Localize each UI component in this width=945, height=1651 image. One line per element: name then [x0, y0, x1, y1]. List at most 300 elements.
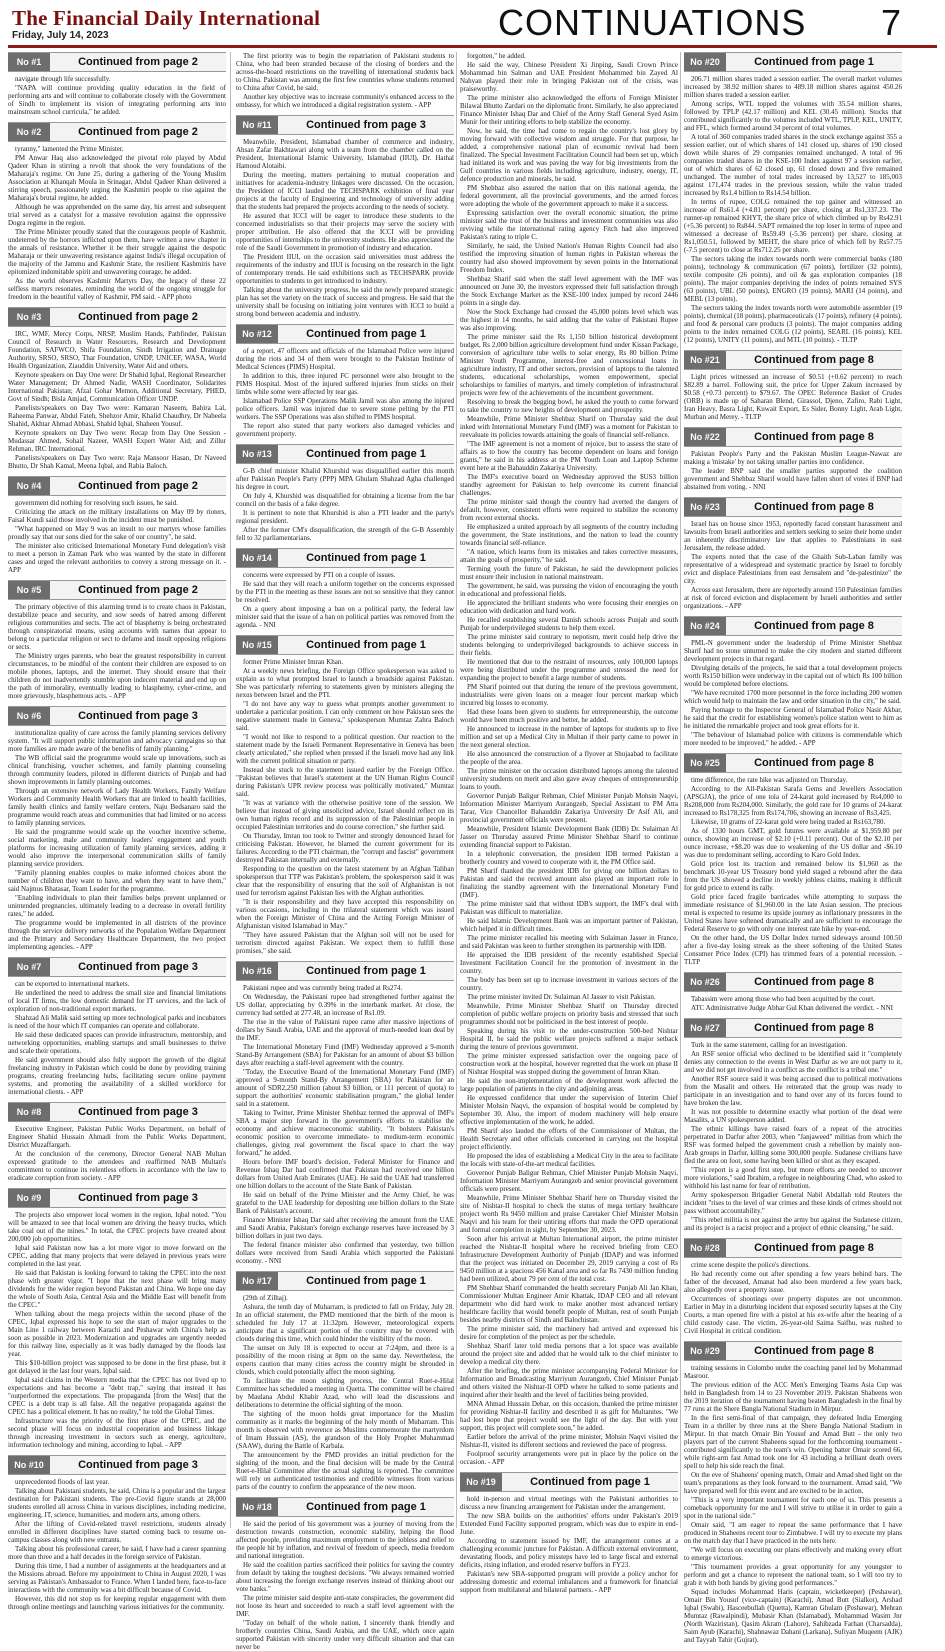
story-paragraph: He proposed the idea of establishing a Medical City in the area to facilitate the locals with state-of-the-art medical facilities. [460, 1152, 678, 1168]
story-paragraph: During this time, I had a number of assignments at the headquarters and at the Missions abroad. Before my appointment to China in August 2020, I was serving as Pakistan's Ambassador to France. When I landed here, face-to-face interactions with the community was a bit difficult because of Covid. [8, 1562, 226, 1594]
story-paragraph: "Family planning enables couples to make informed choices about the number of children they want to have, and when they want to have them," said Najmus Bhatasar, Team Leader for the programme. [8, 869, 226, 893]
story-header [236, 548, 454, 568]
story-body [460, 1495, 678, 1594]
story-paragraph: training sessions in Colombo under the coaching panel led by Mohammad Masroor. [684, 1364, 902, 1380]
story-paragraph: He had recently come out after spending a few years behind bars. The father of the deceased, Amanat had also been murdered a few years back, also allegedly over a property issue. [684, 1270, 902, 1294]
story-paragraph: This $10-billion project was supposed to be done in the first phase, but it got delayed in the last four years, Iqbal said. [8, 1359, 226, 1375]
story-number-badge: No #1 [8, 53, 50, 71]
story-header [8, 957, 226, 977]
masthead-divider [8, 45, 937, 48]
page-number: 7 [881, 2, 902, 43]
story-paragraph: Finance Minister Ishaq Dar said after receiving the amount from the UAE and Saudi Arabia, Pakistan's foreign exchange reserves have increased by 3 billion dollars in just two days. [236, 1216, 454, 1240]
story-paragraph: "What happened on May 9 was an insult to our martyrs whose families proudly say that our sons died for the sake of our country", he said. [8, 525, 226, 541]
story-body [8, 499, 226, 574]
story-number-badge: No #18 [236, 1498, 278, 1516]
story-paragraph: The prime minister said though the country had averted the dangers of default, however, consistent efforts were required to stabilize the economy from recent external shocks. [460, 498, 678, 522]
story-paragraph: Tabassim were among those who had been acquitted by the court. [691, 995, 875, 1003]
story-body [684, 639, 902, 747]
continuation-story [684, 52, 902, 344]
story-paragraph: Although he was apprehended on the same day, his arrest and subsequent trial served as a catalyst for a massive revolution against the oppressive Dogra regime in the region. [8, 203, 226, 227]
story-paragraph: "The IMF agreement is not a moment of rejoice, but to assess the state of affairs as to how the country has become dependent on loans and foreign grants," he said in his address at the PM Youth Loan and Laptop Scheme event here at the Bahauddin Zakariya University. [460, 440, 678, 472]
continuation-story [8, 307, 226, 470]
continued-from-label: Continued from page 1 [530, 1476, 650, 1488]
story-paragraph: Talking about his professional career, he said, I have had a career spanning more than three and a half decades in the foreign service of Pakistan. [8, 1545, 226, 1561]
story-body [8, 980, 226, 1096]
story-paragraph: He said that they will reach a uniform together on the concerns expressed by the PTI in the meeting as these issues are not so sensitive that they cannot be resolved. [236, 580, 454, 604]
story-number-badge: No #11 [236, 116, 278, 134]
continuation-story [460, 52, 678, 1466]
story-paragraph: Panelists/speakers on Day Two were: Kamaran Naseem, Bahira Lal, Raheema Panwar, Abdul Fateh, Shehzor Amir, Khalid Chaudhry, Dr Nabeela Shahid, Akhtar Ahmad Abbasi, Shahid Iqbal, Shaheen Yousuf. [8, 404, 226, 428]
continued-from-label: Continued from page 1 [306, 965, 426, 977]
story-number-badge: No #21 [684, 351, 726, 369]
story-paragraph: Squad includes Mohammad Haris (captain, wicketkeeper) (Peshawar), Omair Bin Yousuf (vice-captain) (Karachi), Amad Butt (Sialkot), Arshad Iqbal (Swabi), Hasceebullah (Quetta), Kamran Ghulam (Peshawar), Mehran Mumtaz (Rawalpindi), Mubasir Khan (Islamabad), Mohammad Wasim Jnr (North Waziristan), Qasim Akram (Lahore), Sahibzada Farhan (Charsadda), Saim Ayub (Karachi), Shahnawaz Dahani (Larkana), Sufiyan Muqeem (AJK) and Tayyab Tahir (Gujrat). [684, 1588, 902, 1644]
story-body [684, 1261, 902, 1335]
story-paragraph: The sectors taking the index towards north were automobile assembler (19 points), chemical (18 points), pharmaceuticals (17 points), refinery (4 points), and food & personal care products (3 points). The major companies adding points to the index remained COLG (12 points), SEARL (16 points), KEL (12 points), UNITY (11 points), and MTL (10 points). - TLTP [684, 304, 902, 344]
story-paragraph: Across east Jerusalem, there are reportedly around 150 Palestinian families at risk of forced eviction and displacement by Israeli authorities and settler organizations. - APP [684, 586, 902, 610]
story-paragraph: The new SBA builds on the authorities' efforts under Pakistan's 2019 Extended Fund Facility supported program, which was due to expire in end-June. [460, 1512, 678, 1536]
story-paragraph: "Today, the Executive Board of the International Monetary Fund (IMF) approved a 9-month Stand-By Arrangement (SBA) for Pakistan for an amount of SDR2,250 million (about $3 billion, or 111 percent of quota) to support the authorities' economic stabilisation program," the global lender said in a statement. [236, 1068, 454, 1108]
continued-from-label: Continued from page 8 [754, 1242, 874, 1254]
story-body [8, 729, 226, 951]
story-paragraph: The prime minister invited Dr. Sulaiman Al Jasser to visit Pakistan. [467, 993, 656, 1001]
story-paragraph: On Wednesday, the Pakistani rupee had strengthened further against the US dollar, appreciating by 0.39% in the interbank market. At close, the currency had settled at 277.48, an increase of Rs1.09. [236, 993, 454, 1017]
story-paragraph: Shehbaz Sharif said when the staff level agreement with the IMF was announced on June 30, the investors expressed their full satisfaction through the Stock Exchange Market as the KSE-100 index jumped by record 2446 points in a single day. [460, 275, 678, 307]
story-paragraph: It was not possible to determine exactly what portion of the dead were Masalits, a UN spokesperson added. [684, 1108, 902, 1124]
story-paragraph: He said Islamic Development Bank was an important partner of Pakistan, which helped it in difficult times. [460, 917, 678, 933]
continuation-story [8, 1102, 226, 1182]
story-paragraph: As the world observes Kashmir Martyrs Day, the legacy of these 22 selfless martyrs resonates, reminding the world of the ongoing struggle for freedom in the beautiful valley of Kashmir, PM said. - APP photo [8, 277, 226, 301]
story-paragraph: Among scrips, WTL topped the volumes with 35.54 million shares, followed by TPLP (42.17 million) and KEL (30.45 million). Stocks that contributed significantly to the volumes included WTL, TPLP, KEL, UNITY, and FFL, which formed around 34 percent of total volumes. [684, 100, 902, 132]
story-paragraph: In terms of rupee, COLG remained the top gainer and witnessed an increase of Rs61.4 (+4.81 percent) per share, closing at Rs1,337.23. The runner-up remained KHYT, the share price of which climbed up by Rs42.91 (+5.36 percent) to Rs844. SAPT remained the top loser in terms of rupee and witnessed a decrease of Rs59.49 (-5.36 percent) per share, closing at Rs1,050.51, followed by MEHT, the share price of which fell by Rs57.75 (-7.5 percent) to close at Rs712.25 per share. [684, 198, 902, 254]
continuation-story [684, 616, 902, 747]
story-body [236, 571, 454, 629]
story-body [236, 658, 454, 955]
continued-from-label: Continued from page 8 [754, 1345, 874, 1357]
story-body [8, 603, 226, 700]
story-body [8, 1125, 226, 1182]
story-paragraph: "Enabling individuals to plan their families helps prevent unplanned or unintended pregnancies, ultimately leading to a decrease in overall fertility rates," he added. [8, 894, 226, 918]
continued-from-label: Continued from page 2 [78, 311, 198, 323]
story-paragraph: The IMF's executive board on Wednesday approved the $US3 billion standby agreement for Pakistan to help overcome its current financial challenges. [460, 473, 678, 497]
story-paragraph: He recalled establishing several Danish schools across Punjab and south Punjab for underprivileged students to help them excel. [460, 616, 678, 632]
story-paragraph: The Ministry urges parents, who bear the greatest responsibility in current circumstances, to be mindful of the content their children are exposed to on mobile phones, laptops, and the internet. They should ensure that their children do not inadvertently stumble upon indecent material and end up on the path of immorality, eventually leading to blasphemy, cyber-crime, and more grievously, blasphemous acts. - APP [8, 652, 226, 700]
story-body [236, 1294, 454, 1491]
story-paragraph: The prime minister said, the machinery had arrived and expressed his desire for completion of the project as per the schedule. [460, 1325, 678, 1341]
story-paragraph: The body has been set up to increase investment in various sectors of the country. [460, 976, 678, 992]
story-header [684, 1341, 902, 1361]
story-paragraph: On Thursday, Imran too took to Twitter and strongly denounced Israel for criticising Pakistan. However, he blamed the current government for its failures. According to the PTI chairman, the "corrupt and fascist" government destroyed Pakistan internally and externally. [236, 832, 454, 864]
continued-from-label: Continued from page 2 [78, 584, 198, 596]
story-header [236, 324, 454, 344]
story-paragraph: Divulging details of the projects, he said that a total development projects worth Rs150 billion were underway in the capital out of which Rs 100 billion would be completed before elections. [684, 664, 902, 688]
story-paragraph: former Prime Minister Imran Khan. [243, 658, 344, 666]
story-paragraph: In a telephonic conversation, the president IDB termed Pakistan a brotherly country and vowed to cooperate with it, the PM Office said. [460, 850, 678, 866]
continued-from-label: Continued from page 8 [754, 354, 874, 366]
story-paragraph: institutionalize quality of care across the family planning services delivery system. "It will support public information and advocacy campaigns so that more families are made aware of the benefits of family planning." [8, 729, 226, 753]
continuation-story [8, 706, 226, 951]
story-header [684, 1238, 902, 1258]
column-divider [680, 52, 681, 1528]
story-paragraph: The ethnic killings have raised fears of a repeat of the atrocities perpetrated in Darfur after 2003, when "Janjaweed" militias from which the RSF was formed helped the government crush a rebellion by mainly non-Arab groups in Darfur, killing some 300,000 people. Sudanese civilians have fled the area on foot, some having been killed or shot as they escaped. [684, 1125, 902, 1165]
story-number-badge: No #6 [8, 707, 50, 725]
continued-from-label: Continued from page 8 [754, 431, 874, 443]
continued-from-label: Continued from page 8 [754, 501, 874, 513]
story-paragraph: navigate through life successfully. [15, 75, 111, 83]
story-paragraph: Governor Punjab Baligur Rehman, Chief Minister Punjab Mohsin Naqvi, Information Minister Marriyum Aurangzeb and senior provincial government officials were present. [460, 1169, 678, 1193]
story-paragraph: An RSF senior official who declined to be identified said it "completely denies any connection to the events in West Darfur as we are not party to it, and we did not get involved in a conflict as the conflict is a tribal one." [684, 1050, 902, 1074]
story-paragraph: PM Sharif thanked the president IDB for giving one billion dollars to Pakistan and said the received amount also played an important role in finalizing the standby agreement with the International Monetary Fund (IMF). [460, 867, 678, 899]
story-paragraph: At a weekly news briefing, the Foreign Office spokesperson was asked to explain as to what prompted Israel to launch a broadside against Pakistan. She was particularly referring to statements given by ministers alleging the nexus between Israel and the PTI. [236, 667, 454, 699]
story-paragraph: PM Shehbaz also assured the nation that on this national agenda, the federal government, all the provincial governments, and the armed forces were adopting the whole of the government approach to make it a success. [460, 184, 678, 208]
story-paragraph: Governor Punjab Baligur Rehman, Chief Minister Punjab Mohsin Naqvi, Information Minister Marriyum Aurangzeb, Special Assistant to PM Atta Tarar, Vice Chancellor Bahauddin Zakariya University Dr Asif Ali, and provincial government officials were present. [460, 792, 678, 824]
story-paragraph: ATC Administrative Judge Abhar Gul Khan delivered the verdict. - NNI [691, 1004, 893, 1012]
story-paragraph: "We have recruited 1700 more personnel in the force including 200 women which would help to maintain the law and order situation in the city," he said. [684, 689, 902, 705]
story-paragraph: Keynote speakers on Day One were: Dr Shahid Iqbal, Regional Researcher Water Management; Dr Ahmed Nadir, WASH Coordinator, Solidarites International Pakistan; Afzal Gohar Memon, Additional Secretary, PHED, Govt of Sindh; Bisla Amjad, Communication Officer UNDP. [8, 371, 226, 403]
story-paragraph: Turk in the same statement, calling for an investigation. [691, 1041, 848, 1049]
story-paragraph: "It was at variance with the otherwise positive tone of the session. We believe that instead of giving unsolicited advice, Israel should reflect on its own human rights record and its suppression of the Palestinian people in occupied Palestinian territories and do course correction," she further said. [236, 799, 454, 831]
story-paragraph: The prime minister said that without IDB's support, the IMF's deal with Pakistan was difficult to materialize. [460, 900, 678, 916]
story-paragraph: of a report, 47 officers and officials of the Islamabad Police were injured during the riots and 34 of them were brought to the Pakistan Institute of Medical Sciences (PIMS) Hospital. [236, 347, 454, 371]
story-paragraph: Army spokesperson Brigadier General Nabil Abdallah told Reuters the incident "rises to the level of war crimes and these kinds of crimes should not pass without accountability." [684, 1191, 902, 1215]
continued-from-label: Continued from page 3 [78, 1459, 198, 1471]
story-paragraph: concerns were expressed by PTI on a couple of issues. [243, 571, 396, 579]
story-number-badge: No #7 [8, 958, 50, 976]
story-number-badge: No #2 [8, 123, 50, 141]
story-number-badge: No #15 [236, 636, 278, 654]
continued-from-label: Continued from page 3 [78, 1106, 198, 1118]
story-paragraph: The sighting of the moon holds great importance for the Muslim community as it marks the beginning of the holy month of Muharram. This month is observed with reverence as Muslims commemorate the martyrdom of Imam Hussain (AS), the grandson of the Holy Prophet Muhammad (SAAW), during the Battle of Karbala. [236, 1410, 454, 1450]
story-paragraph: It is pertinent to note that Khurshid is also a PTI leader and the party's regional president. [236, 509, 454, 525]
story-paragraph: He said the period of his government was a journey of moving from the destruction towards construction, economic stability, helping the flood affected people, providing maximum employment to the jobless and relief to the people hit by inflation, and revival of freedom of speech, media freedom and national integration. [236, 1520, 454, 1560]
story-body [236, 347, 454, 438]
continuation-story [8, 122, 226, 301]
story-paragraph: Light prices witnessed an increase of $0.51 (+0.62 percent) to reach $82.89 a barrel. Following suit, the price for Upper Zakum increased by $0.58 (+0.73 percent) to $79.67. The OPEC Reference Basket of Crudes (ORB) is made up of Saharan Blend, Girassol, Djeno, Zafiro, Rabi Light, Iran Heavy, Basra Light, Kuwait Export, Es Sider, Bonny Light, Arab Light, Murban and Merey. - TLTP [684, 373, 902, 421]
story-paragraph: Speaking during his visit to the under-construction 500-bed Nishtar Hospital II, he said the public welfare projects suffered a major setback during the tenure of previous government. [460, 1027, 678, 1051]
story-paragraph: After the briefing, the prime minister accompanying Federal Minister for Information and Broadcasting Marriyum Aurangzeb, Chief Minister Punjab and others visited the Nishtar-II OPD where he talked to some patients and inquired after their health and the level of facilities being provided. [460, 1367, 678, 1399]
story-paragraph: Executive Engineer, Pakistan Public Works Department, on behalf of Engineer Shahid Hussain Ahmadi from the Public Works Department, District Muzaffargarh. [8, 1125, 226, 1149]
story-paragraph: Pakistan's new SBA-supported program will provide a policy anchor for addressing domestic and external imbalances and a framework for financial support from multilateral and bilateral partners. - APP [460, 1570, 678, 1594]
section-title: CONTINUATIONS [498, 2, 807, 43]
story-paragraph: "The behaviour of Islamabad police with citizens is commendable which more needed to be improved," he added. - APP [684, 731, 902, 747]
story-paragraph: tyranny," lamented the Prime Minister. [15, 145, 124, 153]
story-paragraph: The prime minister on the occasion distributed laptops among the talented university students on merit and also gave away cheques of entrepreneurship loans to youth. [460, 767, 678, 791]
story-paragraph: "This is a very important tournament for each one of us. This presents a comeback opportunity for me and I will strive to utilise it in order to gain a spot in the national side." [684, 1496, 902, 1520]
story-paragraph: "A nation, which learns from its mistakes and takes corrective measures, attain the goals of prosperity," he said. [460, 548, 678, 564]
story-paragraph: Had these loans been given to students for entrepreneurship, the outcome would have been much positive and better, he added. [460, 708, 678, 724]
continuation-story [236, 52, 454, 109]
story-paragraph: The federal finance minister also confirmed that yesterday, two billion dollars were received from Saudi Arabia which supported the Pakistani economy. - NNI [236, 1241, 454, 1265]
story-body [460, 52, 678, 1466]
story-paragraph: He said these dedicated spaces can provide infrastructure, mentorship, and networking opportunities, enabling startups and small businesses to thrive and scale their operations. [8, 1031, 226, 1055]
continued-from-label: Continued from page 1 [306, 1501, 426, 1513]
story-paragraph: PM Sharif also lauded the efforts of the Commissioner of Multan, the Health Secretary and other officials concerned in carrying out the hospital project efficiently. [460, 1127, 678, 1151]
story-header [460, 1472, 678, 1492]
story-number-badge: No #24 [684, 617, 726, 635]
story-number-badge: No #4 [8, 477, 50, 495]
continued-from-label: Continued from page 8 [754, 757, 874, 769]
story-paragraph: crime scene despite the police's directions. [691, 1261, 811, 1269]
story-paragraph: Iqbal said claims in the Western media that the CPEC has not lived up to expectations and has become a "debt trap," saying that instead it has "outperformed the expectations. The propaganda [from the West] that the CPEC is a debt trap is all false. All the negative propaganda against the CPEC has a political element. It has no reality," he told the Global Times. [8, 1376, 226, 1416]
story-paragraph: He mentioned that due to the restraint of resources, only 100,000 laptops were being distributed under the programme and stressed the need for expanding the project to benefit a large number of students. [460, 658, 678, 682]
story-paragraph: Now, he said, the time had come to regain the country's lost glory by moving forward with collective wisdom and struggle. For that purpose, he added, a comprehensive national plan of economic revival had been finalized. The Special Investment Facilitation Council had been set up, which had initiated its work and was paving the way for big investments from the Gulf countries in various fields including agriculture, industry, energy, IT, defence production and minerals, he said. [460, 127, 678, 183]
story-paragraph: PM Anwar Haq also acknowledged the pivotal role played by Abdul Qadeer Khan in stirring a revolt that shook the very foundations of the Maharaja's regime. On June 25, during a gathering of the Young Muslim Association at Khanqah Moula in Srinagar, Abdul Qadeer Khan delivered a stirring speech, passionately urging the Kashmiri people to rise against the Maharaja's brutal regime, he added. [8, 154, 226, 202]
story-body [8, 1478, 226, 1611]
story-paragraph: Talking about the university progress, he said the newly prepared strategic plan has set the variety on the track of success and progress. He said that the university shall be focusing on initiating joint ventures with ICCI to build a strong bond between academia and industry. [236, 286, 454, 318]
story-paragraph: The rise in the value of Pakistani rupee came after massive injections of dollars by Saudi Arabia, UAE and the approval of much-needed loan deal by the IMF. [236, 1018, 454, 1042]
story-body [684, 75, 902, 344]
story-paragraph: "It is their responsibility and they have accepted this responsibility on various occasions, including in the trilateral statement which was issued when the Foreign Minister of China and the Acting Foreign Minister of Afghanistan visited Islamabad in May." [236, 898, 454, 930]
story-paragraph: As of 1330 hours GMT, gold futures were available at $1,959.80 per ounce, showing an increase of $2.10 (+0.11 percent). Out of the $2.10 per ounce increase, +$8.20 was due to weakening of the US dollar and -$6.10 was due to predominant selling, according to Karo Gold Index. [684, 827, 902, 859]
story-body [236, 1520, 454, 1651]
story-paragraph: forgotten," he added. [467, 52, 526, 60]
story-paragraph: "NAPA will continue providing quality education in the field of performing arts and will continue to collaborate closely with the Government of Sindh to implement its vision of integrating performing arts into mainstream school curricula," he added. [8, 84, 226, 116]
story-header [8, 1188, 226, 1208]
continuation-story [236, 115, 454, 318]
story-paragraph: 206.71 million shares traded a session earlier. The overall market volumes increased by 38.92 million shares to 489.18 million shares against 450.26 million shares traded a session earlier. [684, 75, 902, 99]
story-paragraph: However, this did not stop us for keeping regular engagement with them through online meetings and launching various initiatives for the community. [8, 1595, 226, 1611]
column-2 [236, 52, 454, 1651]
story-paragraph: The leader BNP said the smaller parties supported the coalition government and Shehbaz Sharif would have fallen short of votes if BNP had abstained from voting. - NNI [684, 467, 902, 491]
story-number-badge: No #23 [684, 498, 726, 516]
story-body [684, 995, 902, 1012]
story-body [684, 776, 902, 966]
story-header [236, 115, 454, 135]
story-body [8, 1211, 226, 1449]
story-header [684, 350, 902, 370]
story-paragraph: Expressing satisfaction over the overall economic situation, the prime minister said the trust of the business and investment communities was also reviving while the international rating agency Fitch had also improved Pakistan's rating to triple C. [460, 209, 678, 241]
story-paragraph: The prime minister also acknowledged the efforts of Foreign Minister Bilawal Bhutto Zardari on the diplomatic front. Similarly, he also appreciated Finance Minister Ishaq Dar and Chief of the Army Staff General Syed Asim Munir for their untiring efforts to help stabilize the economy. [460, 94, 678, 126]
continued-from-label: Continued from page 1 [306, 1275, 426, 1287]
continuation-story [236, 635, 454, 955]
continuation-story [8, 580, 226, 700]
story-paragraph: Omair said, "I am eager to repeat the same performance that I have produced in Shaheens recent tour to Zimbabwe. I will try to execute my plans on the match day that I have practiced in the nets here. [684, 1521, 902, 1545]
continuation-story [8, 52, 226, 116]
story-paragraph: Meanwhile, Prime Minister Shehbaz Sharif here on Thursday visited the site of Nishtar-II hospital to check the status of mega tertiary healthcare project worth Rs 9450 million and praise Caretaker Chief Minister Mohsin Naqvi and his team for their untiring efforts that made the OPD operational and formal completion in sight, by September 30, 2023. [460, 1194, 678, 1234]
story-paragraph: Taking to Twitter, Prime Minister Shehbaz termed the approval of IMF's SBA a major step forward in the government's efforts to stabilise the economy and achieve macroeconomic stability. "It bolsters Pakistan's economic position to overcome immediate- to medium-term economic challenges, giving real government the fiscal space to chart the way forward," he added. [236, 1109, 454, 1157]
story-number-badge: No #26 [684, 973, 726, 991]
continued-from-label: Continued from page 2 [78, 126, 198, 138]
continuation-story [684, 1238, 902, 1335]
story-paragraph: Meanwhile, President, Islamabad chamber of commerce and industry, Ahsan Zafar Bakhtawari along with a team from the chamber called on the President, International Islamic University, Islamabad (IIUI), Dr. Hathal Hamoud Alotaibi. [236, 138, 454, 170]
story-paragraph: "Today on behalf of the whole nation, I sincerely thank friendly and brotherly countries China, Saudi Arabia, and the UAE, which once again supported Pakistan with sincerity under very difficult situation and that can never be [236, 1619, 454, 1651]
story-paragraph: He appreciated the brilliant students who were focusing their energies on education with dedication and hard work. [460, 599, 678, 615]
story-paragraph: Another key objective was to increase community's enhanced access to the embassy, for which we introduced a digital registration system. - APP [236, 93, 454, 109]
story-number-badge: No #19 [460, 1473, 502, 1491]
continuation-story [236, 444, 454, 542]
continuation-story [236, 961, 454, 1265]
story-number-badge: No #29 [684, 1342, 726, 1360]
story-header [684, 753, 902, 773]
story-header [8, 1102, 226, 1122]
story-body [684, 1041, 902, 1232]
story-paragraph: Foolproof security arrangements were put in place by the police on the occasion. - APP [460, 1450, 678, 1466]
continued-from-label: Continued from page 8 [754, 976, 874, 988]
story-paragraph: At the conclusion of the ceremony, Director General NAB Multan expressed gratitude to the attendees and reaffirmed NAB Multan's commitment to continue its relentless efforts in accordance with the law to eradicate corruption from society. - APP [8, 1150, 226, 1182]
story-number-badge: No #17 [236, 1272, 278, 1290]
story-paragraph: IRC, WMF, Mercy Corps, NRSP, Muslim Hands, Pathfinder, Pakistan Council of Research in Water Resources, Research and Development Foundation, SAFWCO, Shifa Foundation, Sindh Irrigation and Drainage Authority, SRSO, SRSO, Thar Foundation, UNDP, UNICEF, WASA, World Health Organization, Ziauddin University, Water Aid and others. [8, 330, 226, 370]
continuation-story [684, 497, 902, 610]
story-header [684, 1018, 902, 1038]
story-paragraph: PM Sharif pointed out that during the tenure of the previous government, industrialists were given loans on a meager four percent markup which incurred big losses to economy. [460, 683, 678, 707]
story-number-badge: No #22 [684, 428, 726, 446]
issue-date: Friday, July 14, 2023 [12, 30, 109, 41]
story-paragraph: The first priority was to begin the repatriation of Pakistani students to China, who had been stranded because of the closing of borders and the across-the-board restrictions on the travelling of international students back to China. Pakistan was among the first few countries whose students returned to China after Covid, he said. [236, 52, 454, 92]
story-body [684, 373, 902, 421]
story-paragraph: PML-N government under the leadership of Prime Minister Shehbaz Sharif had no stone unturned to make the city modern and started different development projects in that regard. [684, 639, 902, 663]
story-paragraph: Paying homage to the Inspector General of Islamabad Police Nasir Akbar, he said that the credit for establishing women's police station went to him as he initiated the remarkable project and took great efforts for it. [684, 706, 902, 730]
story-body [236, 984, 454, 1265]
story-paragraph: "I would not like to respond to a political question. Our reaction to the statement made by the Israeli Permanent Representative in Geneva has been clearly articulated," she replied when pressed if the Israeli move had any link with the current political situation or party. [236, 733, 454, 765]
column-divider [456, 52, 457, 1528]
story-paragraph: Terming youth the future of Pakistan, he said the development policies must ensure their inclusion in national mainstream. [460, 565, 678, 581]
story-number-badge: No #16 [236, 962, 278, 980]
continuation-story [236, 324, 454, 438]
story-paragraph: During the meeting, matters pertaining to mutual cooperation and initiatives for academia-industry linkages were discussed. On the occasion, the President of ICCI lauded the TECHSPARK exhibition of final year projects at the faculty of Engineering and technology of university adding that the students had prepared the projects according to the needs of society. [236, 171, 454, 211]
story-paragraph: When talking about the mega projects within the second phase of the CPEC, Iqbal expressed his hope to see the start of major upgrades to the Main Line 1 railway between Karachi and Peshawar with China's help as soon as possible in 2023. Modernization and upgrades are urgently needed for this railway line, especially as it was badly damaged by the floods last year. [8, 1310, 226, 1358]
story-paragraph: can be exported to international markets. [15, 980, 130, 988]
story-paragraph: The previous edition of the ACC Men's Emerging Teams Asia Cup was held in Bangladesh from 14 to 23 November 2019. Pakistan Shaheens won the 2019 iteration of the tournament having beaten Bangladesh in the final by 77 runs at the Shere Bangla National Stadium in Mirpur. [684, 1381, 902, 1413]
story-paragraph: government did nothing for resolving such issues, he said. [15, 499, 178, 507]
story-header [236, 961, 454, 981]
story-paragraph: The prime minister said despite anti-state conspiracies, the government did not loose its heart and succeeded to reach a staff level agreement with the IMF. [236, 1594, 454, 1618]
story-paragraph: Soon after his arrival at Multan International airport, the prime minister reached the Nishtar-II hospital where he received briefing from CEO Infrastructure Development Authority of Punjab (IDAP) and was informed that the project was initiated on December 29, 2019 carrying a cost of Rs 9450 million at a spacious 456 Kanal area and so far Rs 7430 million funding had been utilized, about 79 per cent of the total cost. [460, 1235, 678, 1283]
story-body [684, 1364, 902, 1644]
story-paragraph: The President IIUI, on the occasion said universities must address the requirements of the industry and IIUI is focusing on the research in the light of contemporary trends. He said exhibitions such as TECHSPARK provide opportunities to students to get introduced to industry. [236, 253, 454, 285]
story-paragraph: Gold price faced fragile barricades while attempting to surpass the immediate resistance of $1,960.00 in the late Asian session. The precious metal is expected to resume its upside journey as inflationary pressures in the United States have softened dramatically and are sufficient to encourage the Federal Reserve to go with only one interest rate hike by year-end. [684, 893, 902, 933]
story-paragraph: Panelists/speakers on Day Two were: Raja Mansoor Hasan, Dr Naveed Bhutto, Dr Shah Kamal, Meena Iqbal, and Rabia Baloch. [8, 454, 226, 470]
story-paragraph: To facilitate the moon sighting process, the Central Ruet-e-Hilal Committee has scheduled a meeting in Quetta. The committee will be chaired by Maulana Abdul Khabir Azad, who will lead the discussions and deliberations to determine the official sighting of the moon. [236, 1377, 454, 1409]
masthead [0, 0, 945, 44]
story-paragraph: Resolving to break the begging bowl, he asked the youth to come forward to take the country to new heights of development and prosperity. [460, 398, 678, 414]
story-paragraph: MNA Ahmad Hussain Dehar, on this occasion, thanked the prime minister for providing Nishtar-II facility and described it as gift for Multanites. "We had lost hope that project would see the light of the day. But with your support, this project will complete soon," he added. [460, 1400, 678, 1432]
story-number-badge: No #25 [684, 754, 726, 772]
continued-from-label: Continued from page 3 [78, 710, 198, 722]
story-body [236, 138, 454, 318]
story-paragraph: Meanwhile, President Islamic Development Bank (IDB) Dr. Sulaiman Al Jasser on Thursday assured Prime Minister Shehbaz Sharif to continue extending financial support to Pakistan. [460, 825, 678, 849]
story-paragraph: He assured that ICCI will be eager to introduce these students to the concerned industrialists so that their projects may serve the society with proper attribution. He also offered that the ICCI will be providing opportunities of internships to the university students. He also appreciated the role of the Saudi Government in promotion of industry and education. [236, 212, 454, 252]
story-number-badge: No #8 [8, 1103, 50, 1121]
story-paragraph: He said that Pakistan is looking forward to taking the CPEC into the next phase with greater vigor. "I hope that the next phase will bring many dividends for the wider region beyond Pakistan and China. We hope one day the whole of South Asia, Central Asia and the Middle East will benefit from the CPEC." [8, 1269, 226, 1309]
story-paragraph: Another RSF source said it was being accused due to political motivations from the Masalit and others. He reiterated that the group was ready to participate in an investigation and to hand over any of its forces found to have broken the law. [684, 1075, 902, 1107]
story-paragraph: "This tournament provides a great opportunity for any youngster to perform and get a chance to represent the national team, so I will too try to grab it with both hands by giving good performances." [684, 1563, 902, 1587]
story-paragraph: Talking about Pakistani students, he said, China is a popular and the largest destination for Pakistani students. The pre-Covid figure stands at 28,000 students enrolled all across China in various disciplines, including medicine, engineering, IT, science, humanities, and modern arts, among others. [8, 1487, 226, 1519]
continuation-story [460, 1472, 678, 1594]
story-paragraph: Islamabad Police SSP Operations Malik Jamil was also among the injured police officers. Jamil was injured due to severe stone pelting by the PTI workers. The SSP Operations was also shifted to PIMS hospital. [236, 397, 454, 421]
story-paragraph: The prime minister said the Rs 1,150 billion historical development budget, Rs 2,000 billion agriculture development fund under Kissan Package, conversion of agriculture tube wells to solar energy, Rs 80 billion Prime Minister Youth Programme, interest-free and concessional loans in agriculture industry, IT and other sectors, provision of laptops to the talented students, educational scholarships, women empowerment, special scholarships to families of martyrs, and timely completion of infrastructural projects were few of the achievements of the incumbent government. [460, 333, 678, 397]
story-body [684, 450, 902, 491]
story-header [684, 616, 902, 636]
continued-from-label: Continued from page 2 [78, 56, 198, 68]
story-paragraph: Meanwhile, Prime Minister Shehbaz Sharif on Thursday said the deal inked with International Monetary Fund (IMF) was a moment for Pakistan to reevaluate its policies towards attaining the goals of financial self-reliance. [460, 415, 678, 439]
continued-from-label: Continued from page 2 [78, 480, 198, 492]
story-paragraph: After the former CM's disqualification, the strength of the G-B Assembly fell to 32 parliamentarians. [236, 526, 454, 542]
continuation-story [684, 427, 902, 491]
story-number-badge: No #5 [8, 581, 50, 599]
story-paragraph: According to statement issued by IMF, the arrangement comes at a challenging economic juncture for Pakistan. A difficult external environment, devastating floods, and policy missteps have led to large fiscal and external deficits, rising inflation, and eroded reserve buffers in FY23. [460, 1537, 678, 1569]
story-paragraph: He appraised the IDB president of the recently established Special Investment Facilitation Council for the promotion of investment in the country. [460, 951, 678, 975]
story-paragraph: On the other hand, the US Dollar Index turned sideways around 100.50 after a five-day losing streak as the sheer softening of the United States Consumer Price Index (CPI) has trimmed fears of a potential recession. - TLTP [684, 934, 902, 966]
continuation-story [236, 1271, 454, 1491]
continuation-story [8, 1188, 226, 1449]
continuation-story [684, 972, 902, 1012]
story-body [236, 52, 454, 109]
story-paragraph: "I do not have any way to guess what prompts another government to undertake a particular position. I can only comment on how Pakistan sees the negative statement made in Geneva," spokesperson Mumtaz Zahra Baloch said. [236, 700, 454, 732]
story-paragraph: The sectors taking the index towards north were commercial banks (180 points), technology & communication (67 points), fertilizer (32 points), textile composite (26 points), and oil & gas exploration companies (18 points). The major companies depriving the index of points remained SYS (63 points), UBL (50 points), ENGRO (19 points), MARI (14 points), and MEBL (13 points). [684, 255, 902, 303]
continuation-story [8, 1455, 226, 1611]
story-paragraph: The prime minister recalled his meeting with Sulaiman Jasser in France, and said Pakistan was keen to further strengthen its partnership with IDB. [460, 934, 678, 950]
story-paragraph: "This report is a good first step, but more efforts are needed to uncover more violations," said Ibrahim, a refugee in neighbouring Chad, who asked to withhold his last name for fear of retribution. [684, 1166, 902, 1190]
story-number-badge: No #12 [236, 325, 278, 343]
story-paragraph: The government, he said, was pursuing the vision of encouraging the youth in educational and professional fields. [460, 582, 678, 598]
story-number-badge: No #20 [684, 53, 726, 71]
story-paragraph: On the eve of Shaheens' opening match, Omair and Amad shed light on the team's preparations as they look forward to the tournament. Amad said, "We have prepared well for this event and are excited to be in action. [684, 1471, 902, 1495]
story-paragraph: In the first semi-final of that campaign, they defeated India Emerging Team in a thriller by three runs at the Shere Bangla National Stadium in Mirpur. In that match Omair Bin Yousuf and Amad Butt - the only two players part of the current Shaheens squad for the forthcoming tournament - contributed significantly to the team's win. Opening batter Omair scored 66, while right-arm fast Amad took one for 43 including a brilliant death overs spell to help his side reach the final. [684, 1414, 902, 1470]
continued-from-label: Continued from page 1 [306, 639, 426, 651]
story-paragraph: Occurrences of shootings over property disputes are not uncommon. Earlier in May in a disturbing incident that exposed security lapses at the City Courts, a man opened fire with a pistol at his ex-wife after the hearing of a child custody case. The victim, 26-year-old Saima Saifhu, was rushed to Civil Hospital in critical condition. [684, 1295, 902, 1335]
story-paragraph: Likewise, 10 grams of 22-karat gold were being traded at Rs163,780. [691, 818, 886, 826]
story-header [236, 635, 454, 655]
story-paragraph: On a query about imposing a ban on a political party, the federal law minister said that the issue of a ban on political parties was removed from the agenda. - NNI [236, 605, 454, 629]
story-header [236, 444, 454, 464]
continuation-story [236, 548, 454, 629]
story-paragraph: Infrastructure was the priority of the first phase of the CPEC, and the second phase will focus on industrial cooperation and business linkage through increasing investment in sectors such as energy, agriculture, information technology and mining, according to Iqbal. - APP [8, 1417, 226, 1449]
story-paragraph: After the lifting of Covid-related travel restrictions, students already enrolled in different disciplines have started coming back to resume on-campus classes along with new entrants. [8, 1520, 226, 1544]
story-header [8, 706, 226, 726]
story-paragraph: Hours before IMF board's decision, Federal Minister for Finance and Revenue Ishaq Dar had confirmed that Pakistan had received one billion dollars from United Arab Emirates (UAE). He said the UAE had transferred one billion dollars to the account of the State Bank of Pakistan. [236, 1158, 454, 1190]
story-paragraph: He also announced the construction of a flyover at Shujaabad to facilitate the people of the area. [460, 750, 678, 766]
story-paragraph: A total of 360 companies traded shares in the stock exchange against 355 a session earlier, out of which shares of 141 closed up, shares of 190 closed down while shares of 29 companies remained unchanged. A total of 96 companies traded shares in the KSE-100 Index against 97 a session earlier, out of which shares of 62 closed up, 61 closed down and five remained unchanged. The number of total trades increased by 13,527 to 185,003 against 171,474 trades in the previous session, while the value traded increased by Rs1.4 billion to Rs14.54 billion. [684, 133, 902, 197]
story-paragraph: Now the Stock Exchange had crossed the 45,000 points level which was the highest in 14 months, he said adding that the value of Pakistani Rupee was also improving. [460, 308, 678, 332]
story-number-badge: No #13 [236, 445, 278, 463]
story-body [8, 75, 226, 116]
story-paragraph: Shehbaz Sharif later told media persons that a lot space was available around the project site and added that he would talk to the chief minister to develop a medical city there. [460, 1342, 678, 1366]
story-paragraph: According to the All-Pakistan Sarafa Gems and Jewellers Association (APSGJA), the price of one tola of 24-karat gold increased by Rs4,000 to Rs208,000 from Rs204,000. Similarly, the gold rate for 10 grams of 24-karat increased to Rs178,325 from Rs174,706, showing an increase of Rs3,425. [684, 785, 902, 817]
story-header [8, 122, 226, 142]
continuation-story [8, 476, 226, 574]
story-header [684, 427, 902, 447]
story-paragraph: (29th of Zilhaj). [243, 1294, 288, 1302]
continued-from-label: Continued from page 3 [78, 961, 198, 973]
continued-from-label: Continued from page 1 [306, 448, 426, 460]
story-paragraph: time difference, the rate hike was adjusted on Thursday. [691, 776, 848, 784]
story-number-badge: No #27 [684, 1019, 726, 1037]
story-header [684, 497, 902, 517]
story-header [684, 972, 902, 992]
continued-from-label: Continued from page 1 [306, 552, 426, 564]
story-paragraph: The announcement by the PMD provides an initial prediction for the sighting of the moon, and the final decision will be made by the Central Ruet-e-Hilal Committee after the actual sighting is reported. The committee will rely on authenticated testimonies and credible witnesses from various parts of the country to confirm the appearance of the new moon. [236, 1451, 454, 1491]
story-paragraph: The minister also criticised International Monetary Fund delegation's visit to meet a person in Zaman Park who was wanted by the state in different cases and urged the relevant authorities to convey a strong message on it. - APP [8, 542, 226, 574]
story-paragraph: hold in-person and virtual meetings with the Pakistani authorities to discuss a new financing arrangement for Pakistan under the arrangement. [460, 1495, 678, 1511]
story-paragraph: Through an extensive network of Lady Health Workers, Family Welfare Workers and Community Health Workers that are linked to health facilities, family health clinics and family welfare centers, Naju Bedsanaro said the programme would reach areas and communities that had limited or no access to family planning services. [8, 787, 226, 827]
column-divider [230, 52, 231, 1528]
story-paragraph: Similarly, he said, the United Nation's Human Rights Council had also testified the improving situation of human rights in Pakistan whereas the country had also showed improvement by seven points in the International Freedom Index. [460, 242, 678, 274]
story-paragraph: The primary objective of this alarming trend is to create chaos in Pakistan, destabilize peace and security, and sow seeds of hatred among different religious communities and sects. The act of blasphemy is being orchestrated through conspiratorial means, using accounts with names that appear to belong to a particular religion or sect to defame and insult opposing religions or sects. [8, 603, 226, 651]
story-paragraph: He said the coalition parties sacrificed their politics for saving the country from default by taking the toughest decisions. "We always remained worried about increasing the foreign exchange reserves instead of thinking about our vote banks." [236, 1561, 454, 1593]
continued-from-label: Continued from page 8 [754, 620, 874, 632]
story-paragraph: The prime minister said contrary to nepotism, merit could help drive the students belonging to underprivileged backgrounds to achieve success in their fields. [460, 633, 678, 657]
story-paragraph: unprecedented floods of last year. [15, 1478, 110, 1486]
story-header [8, 52, 226, 72]
story-header [8, 476, 226, 496]
story-paragraph: Pakistan People's Party and the Pakistan Muslim League-Nawaz are making a 'mistake' by not taking smaller parties into confidence. [684, 450, 902, 466]
story-paragraph: Keynote speakers on Day Two were: Recap from Day One Session - Mudassar Ahmed, Sohail Nazeer, WASH Expert Water Aid; and Zillur Rehman, IRC International. [8, 429, 226, 453]
continuation-story [684, 1341, 902, 1644]
story-number-badge: No #28 [684, 1239, 726, 1257]
story-paragraph: The projects also empower local women in the region, Iqbal noted. "You will be amazed to see that local women are driving the heavy trucks, which take coal out of the mines." In total, the CPEC projects have created about 200,000 job opportunities. [8, 1211, 226, 1243]
story-paragraph: In addition to this, three injured FC personnel were also brought to the PIMS Hospital. Most of the injured suffered injuries from sticks on their limbs while some were affected by tear gas. [236, 372, 454, 396]
story-paragraph: The programme would be implemented in all districts of the province through the service delivery networks of the Population Welfare Department and the Primary and Secondary Healthcare Department, the two project implementing agencies. - APP [8, 919, 226, 951]
story-paragraph: He underlined the need to address the small size and financial limitations of local IT firms, the low domestic demand for IT services, and the lack of exploration of non-traditional export markets. [8, 989, 226, 1013]
